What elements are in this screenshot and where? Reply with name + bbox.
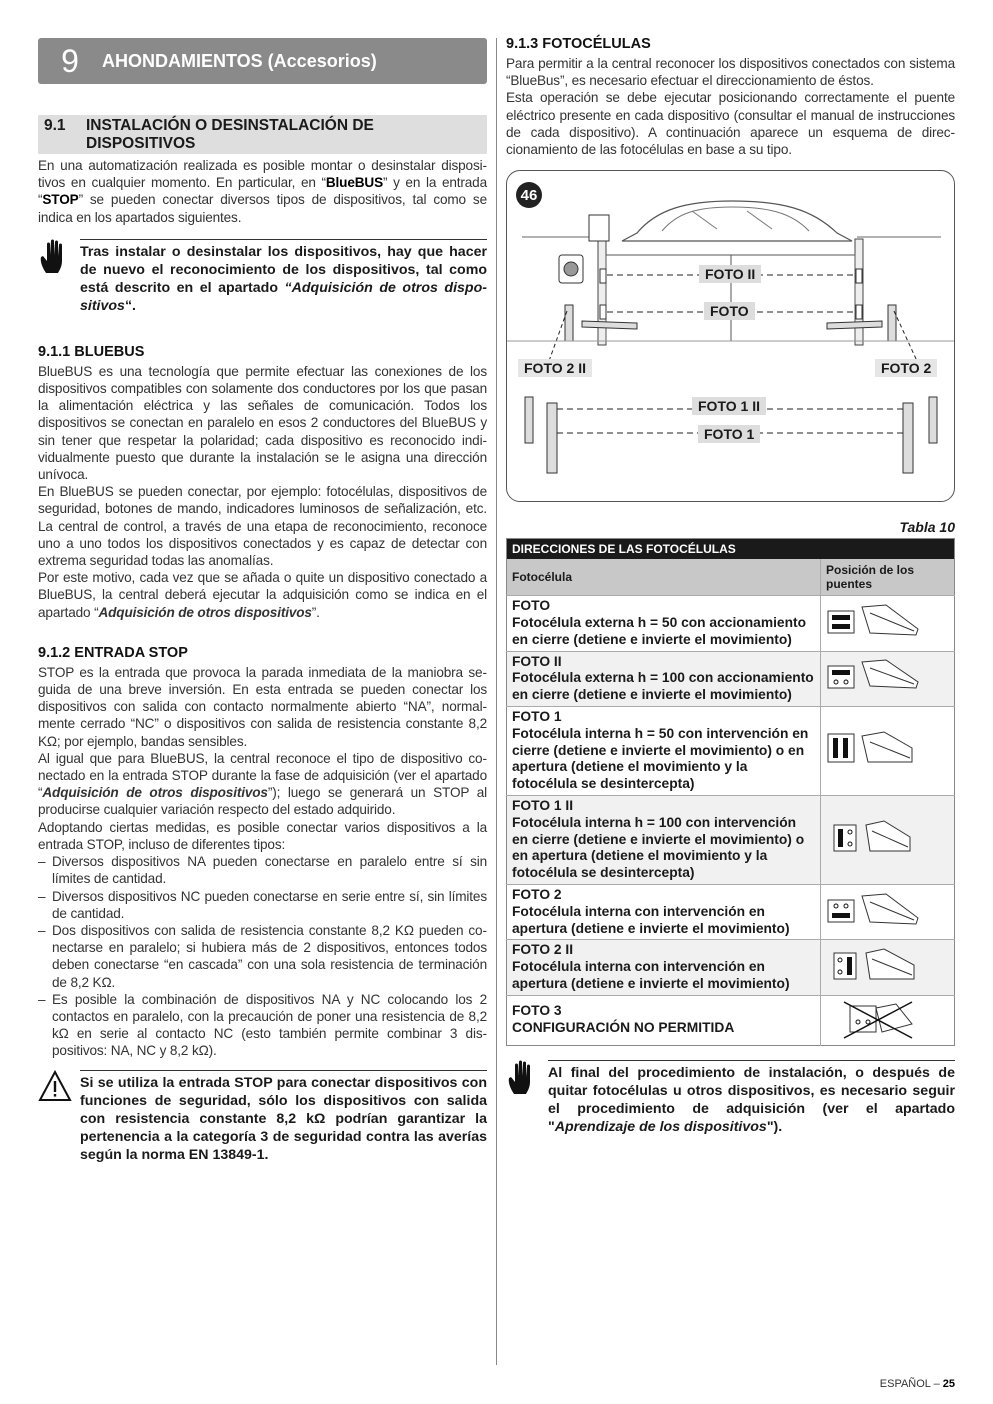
table-row: FOTO 2 Fotocélula interna con intervención en apertura (detiene e invierte el movimiento) [507,884,955,939]
label-foto-2-ii: FOTO 2 II [518,359,592,377]
warning-note [38,1070,487,1164]
table-row: FOTO 1 II Fotocélula interna h = 100 con intervención en cierre (detiene e invierte el movimiento) o en apertura (detiene el movimiento y la fotocélula se desintercepta) [507,795,955,884]
chapter-header [38,38,487,84]
not-allowed-icon [821,995,955,1045]
photocell-address-table [506,538,955,1046]
left-column [38,38,487,1164]
jumper-icon [821,707,955,796]
list-item: – Diversos dispositivos NC pueden conectarse en serie entre sí, sin límites de cantidad. [38,888,487,922]
page-footer: ESPAÑOL – 25 [879,1378,955,1390]
jumper-icon [821,884,955,939]
label-foto-1-ii: FOTO 1 II [692,397,766,415]
final-hand-note [506,1060,955,1136]
installation-diagram [507,171,955,501]
hand-icon [38,239,80,315]
subsection-stop-title: 9.1.2 ENTRADA STOP [38,644,188,661]
warning-text: Si se utiliza la entrada STOP para conectar dispositivos con funciones de seguridad, sólo los dispositivos con salida con resistencia constante 8,2 kΩ podrían garantizar la pertenencia a la categoría 3 de seguridad contra las averías según la norma EN 13849-1. [80,1070,487,1164]
table-title: DIRECCIONES DE LAS FOTOCÉLULAS [507,539,955,560]
hand-note [38,239,487,315]
figure-number-badge: 46 [516,182,542,208]
column-divider [496,38,497,1365]
label-foto-1: FOTO 1 [698,425,760,443]
figure-46 [506,170,955,502]
stop-list [38,853,487,1059]
label-foto: FOTO [704,302,755,320]
chapter-title: AHONDAMIENTOS (Accesorios) [102,50,377,71]
section-9-1-intro: En una automatización realizada es posible montar o desinstalar dispositivos en cualquier momento. En particular, en “BlueBUS” y en la entrada “STOP” se pueden conectar diversos tipos de dispositivos, tal como se indica en los apartados siguientes. [38,158,488,225]
bluebus-paragraph-3: Por este motivo, cada vez que se añada o quite un dispositivo conectado a BlueBUS, la central deberá ejecutar la adquisición como se indica en el apartado “Adquisición de otros dispositivos”. [38,570,487,620]
chapter-number: 9 [61,42,79,79]
list-item: – Dos dispositivos con salida de resistencia constante 8,2 KΩ pueden conectarse en paralelo; si hubiera más de 2 dispositivos, entonces todos deben conectarse “en cascada” con una sola resistencia de terminación de 8,2 KΩ. [38,922,487,991]
subsection-fotocelulas-title: 9.1.3 FOTOCÉLULAS [506,36,651,52]
fotocelulas-paragraph-1: Para permitir a la central reconocer los dispositivos conectados con sistema “BlueBus”, es necesario efectuar el direccionamiento de éstos. [506,56,955,89]
stop-paragraph-3: Adoptando ciertas medidas, es posible conectar varios dispositivos a la entrada STOP, incluso de diferentes tipos: [38,819,487,852]
final-note-text: Al final del procedimiento de instalación, o después de quitar fotocélulas u otros dispositivos, es necesario seguir el procedimiento de adquisición (ver el apartado "Aprendizaje de los dispositivos"). [548,1060,955,1136]
jumper-icon [821,651,955,706]
table-row: FOTO 1 Fotocélula interna h = 50 con intervención en cierre (detiene e invierte el movimiento) o en apertura (detiene el movimiento y la fotocélula se desintercepta) [507,707,955,796]
stop-paragraph-1: STOP es la entrada que provoca la parada inmediata de la maniobra seguida de una breve inversión. En esta entrada se pueden conectar los dispositivos con salida con contacto normalmente abierto “NA”, normalmente cerrado “NC” o dispositivos con salida de resistencia constante 8,2 KΩ; por ejemplo, bandas sensibles. [38,664,487,749]
table-row: FOTO Fotocélula externa h = 50 con accionamiento en cierre (detiene e invierte el movimiento) [507,596,955,651]
right-column [506,36,955,1136]
section-title: INSTALACIÓN O DESINSTALACIÓN DE DISPOSITIVOS [86,117,374,152]
note-text: Tras instalar o desinstalar los dispositivos, hay que hacer de nuevo el reconocimiento de los dispositivos, tal como está descrito en el apartado “Adquisición de otros dispositivos“. [80,239,487,315]
jumper-icon [821,940,955,995]
fotocelulas-paragraph-2: Esta operación se debe ejecutar posicionando correctamente el puente eléctrico presente en cada dispositivo (consultar el manual de instrucciones de cada dispositivo). A continuación aparece un esquema de direccionamiento de las fotocélulas en base a su tipo. [506,90,955,158]
table-caption: Tabla 10 [899,519,955,536]
table-row: FOTO 2 II Fotocélula interna con intervención en apertura (detiene e invierte el movimiento) [507,940,955,995]
warning-icon [38,1070,80,1164]
list-item: – Es posible la combinación de dispositivos NA y NC colocando los 2 contactos en paralelo, con la precaución de poner una resistencia de 8,2 kΩ en serie al contacto NC (esto también permite combinar 3 dispositivos: NA, NC y 8,2 kΩ). [38,991,487,1060]
label-foto-ii: FOTO II [699,265,761,283]
label-foto-2: FOTO 2 [875,359,937,377]
section-9-1-heading [38,115,487,154]
table-header-puentes: Posición de los puentes [821,559,955,596]
table-row: FOTO 3 CONFIGURACIÓN NO PERMITIDA [507,995,955,1045]
jumper-icon [821,596,955,651]
bluebus-paragraph-2: En BlueBUS se pueden conectar, por ejemplo: fotocélulas, dispositivos de seguridad, botones de mando, indicadores luminosos de señalización, etc. La central de control, a través de una etapa de reconocimiento, reconoce uno a uno todos los dispositivos conectados y es capaz de detectar con extrema seguridad todas las anomalías. [38,484,487,569]
table-header-fotocelula: Fotocélula [507,559,821,596]
subsection-bluebus-title: 9.1.1 BLUEBUS [38,343,145,360]
hand-icon [506,1060,548,1136]
bluebus-paragraph-1: BlueBUS es una tecnología que permite efectuar las conexiones de los dispositivos compatibles con solamente dos conductores por los que pasan la alimentación eléctrica y las señales de comunicación. Todos los dispositivos se conectan en paralelo en esos 2 conductores del BlueBUS y sin tener que respetar la polaridad; cada dispositivo es reconocido individualmente puesto que durante la instalación se le asigna una dirección unívoca. [38,363,487,483]
jumper-icon [821,795,955,884]
section-number: 9.1 [44,117,66,134]
table-row: FOTO II Fotocélula externa h = 100 con accionamiento en cierre (detiene e invierte el movimiento) [507,651,955,706]
stop-paragraph-2: Al igual que para BlueBUS, la central reconoce el tipo de dispositivo conectado en la entrada STOP durante la fase de adquisición (ver el apartado “Adquisición de otros dispositivos”); luego se generará un STOP al producirse cualquier variación respecto del estado adquirido. [38,750,487,818]
page-number: 25 [942,1378,955,1390]
list-item: – Diversos dispositivos NA pueden conectarse en paralelo entre sí sin límites de cantidad. [38,853,487,887]
